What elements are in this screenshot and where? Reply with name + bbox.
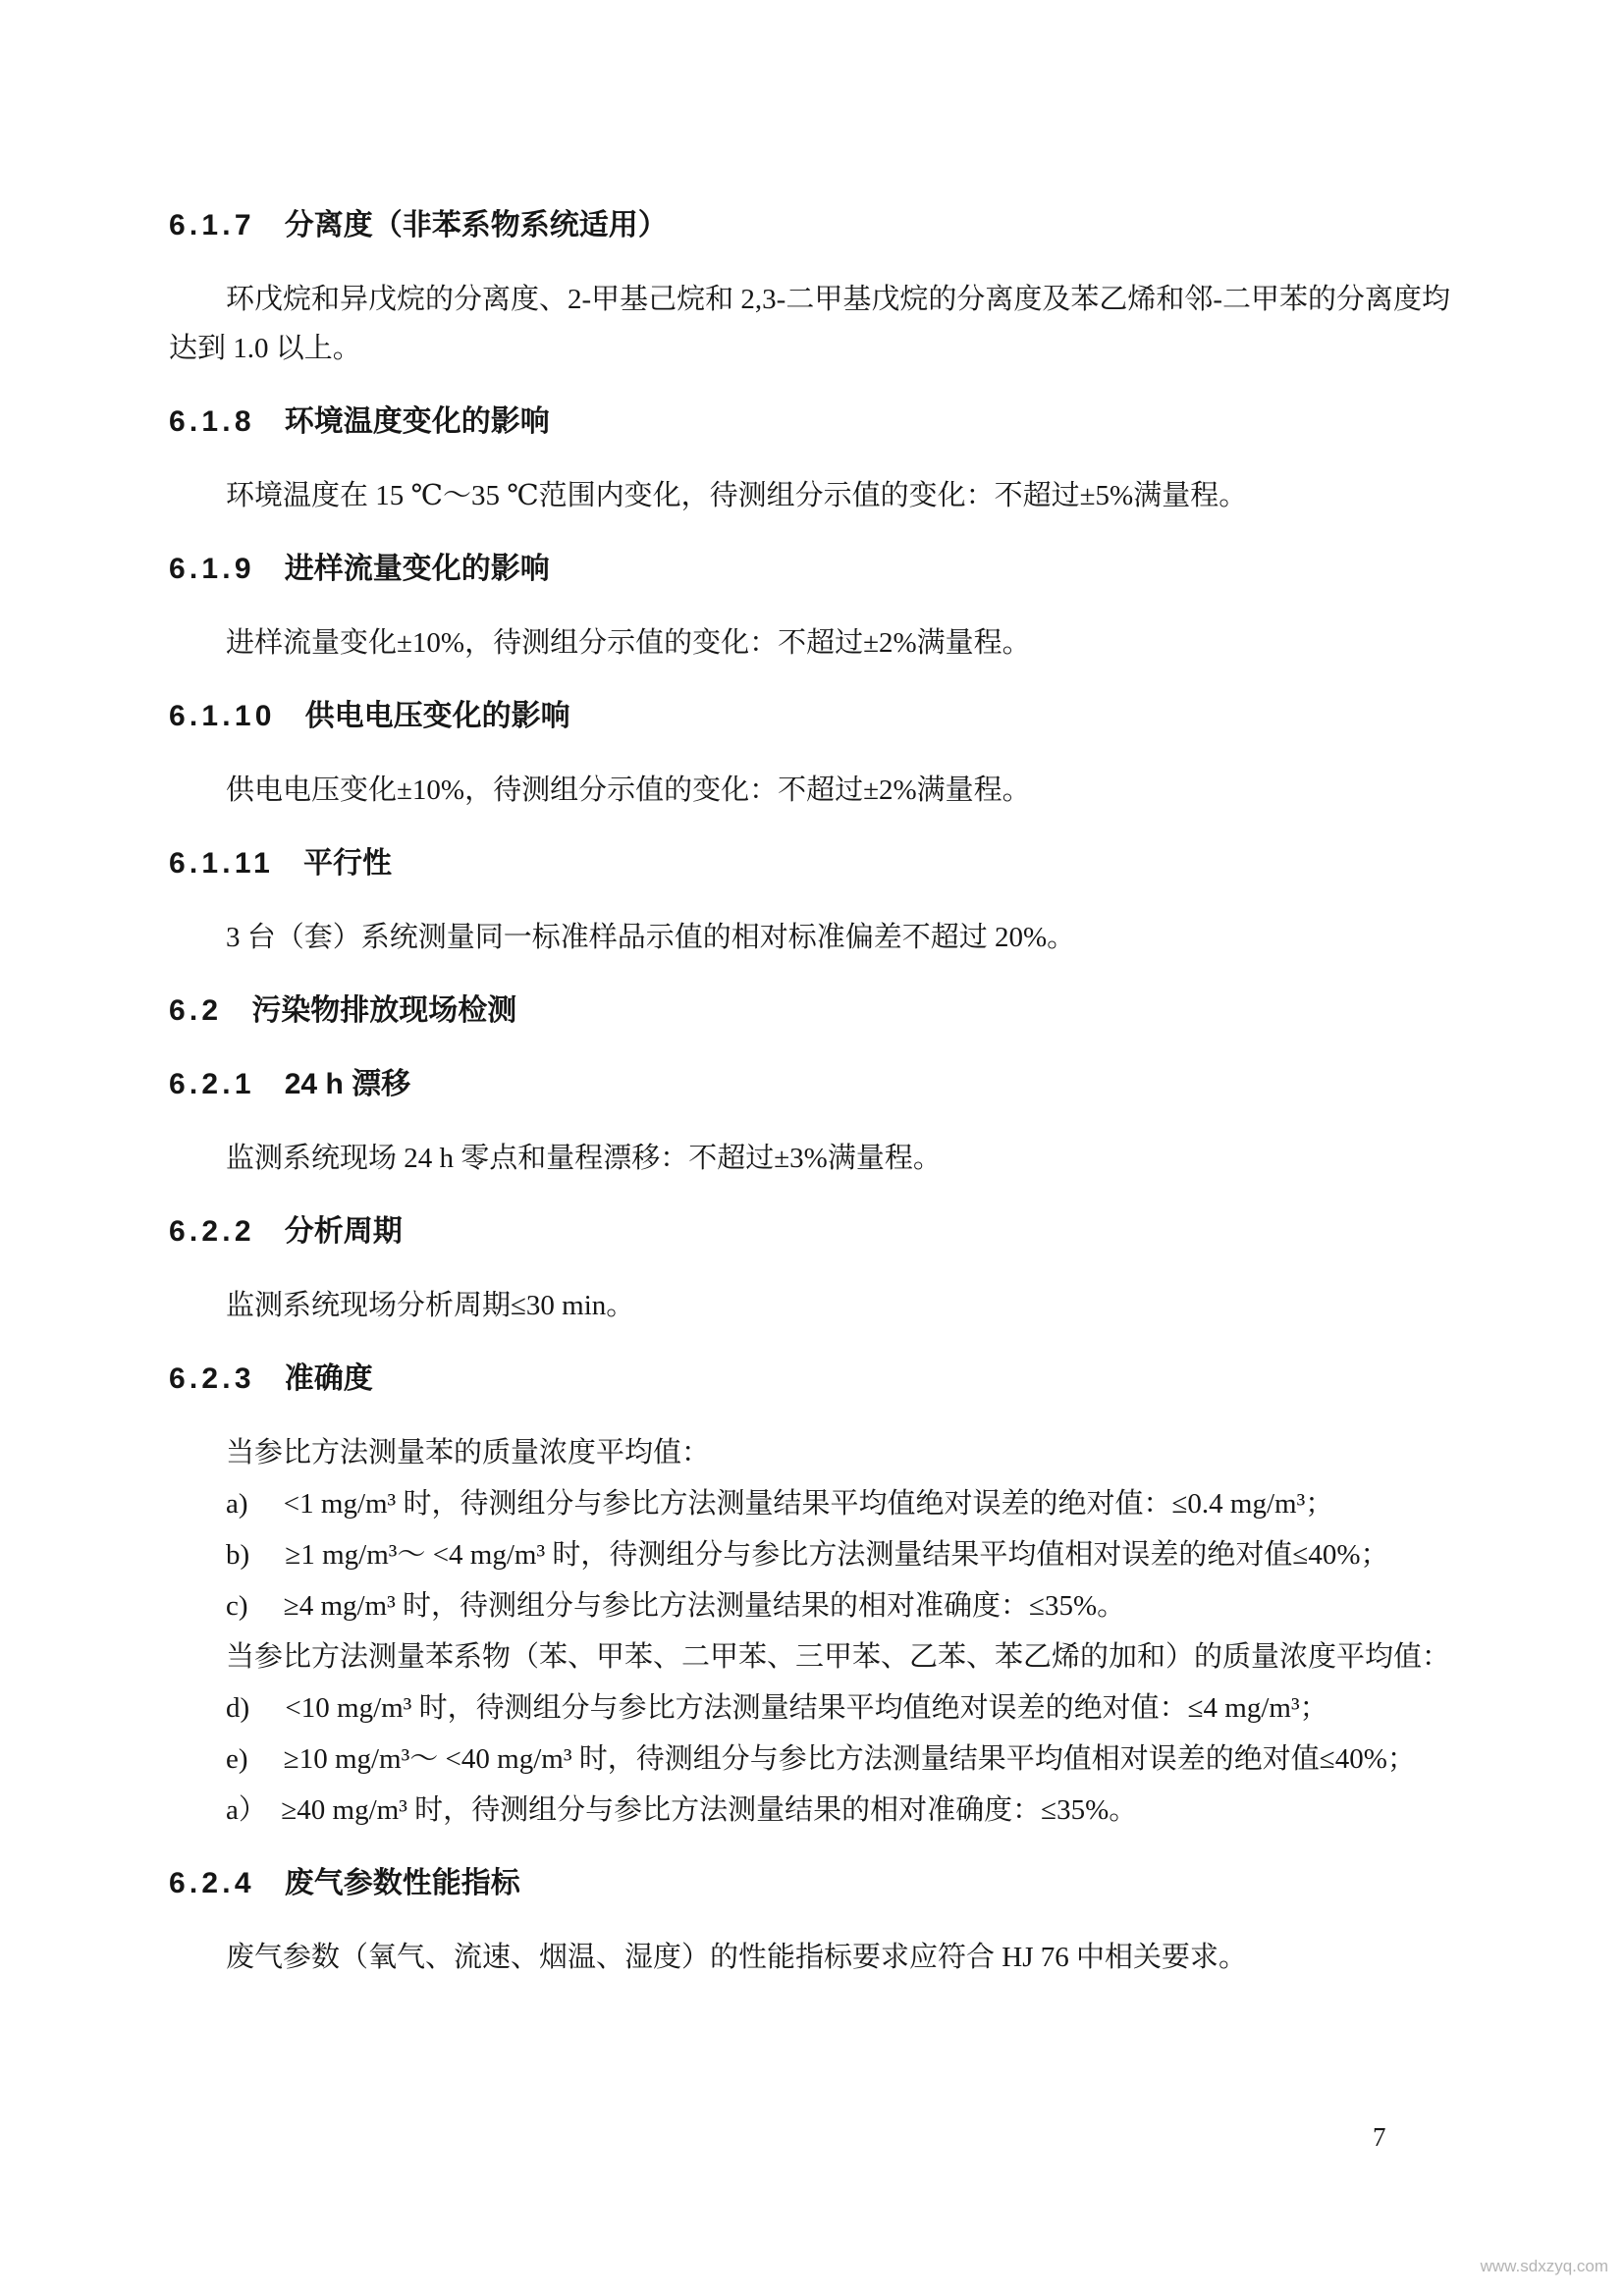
- paragraph-6-1-10: 供电电压变化±10%，待测组分示值的变化：不超过±2%满量程。: [226, 774, 1031, 806]
- section-title: 24 h 漂移: [284, 1068, 411, 1100]
- section-number: 6.1.7: [169, 209, 255, 241]
- paragraph-6-1-8: 环境温度在 15 ℃～35 ℃范围内变化，待测组分示值的变化：不超过±5%满量程。: [226, 480, 1248, 511]
- section-title: 环境温度变化的影响: [284, 405, 550, 438]
- section-title: 分离度（非苯系物系统适用）: [284, 209, 668, 241]
- section-title: 废气参数性能指标: [284, 1867, 520, 1899]
- list-item-a2: a） ≥40 mg/m³ 时，待测组分与参比方法测量结果的相对准确度：≤35%。: [226, 1794, 1138, 1826]
- section-title: 准确度: [284, 1362, 373, 1395]
- section-heading-6-2-4: [169, 1859, 1459, 1908]
- section-number: 6.1.8: [169, 405, 255, 438]
- list-item-d: d) <10 mg/m³ 时，待测组分与参比方法测量结果平均值绝对误差的绝对值：≤4 mg/m³；: [226, 1692, 1328, 1724]
- section-heading-6-2: [169, 987, 1459, 1036]
- section-title: 污染物排放现场检测: [251, 994, 517, 1027]
- paragraph-6-2-1: 监测系统现场 24 h 零点和量程漂移：不超过±3%满量程。: [226, 1143, 942, 1174]
- section-title: 进样流量变化的影响: [284, 553, 550, 585]
- paragraph-6-2-2: 监测系统现场分析周期≤30 min。: [226, 1290, 635, 1321]
- section-title: 平行性: [302, 847, 392, 880]
- paragraph-6-1-11: 3 台（套）系统测量同一标准样品示值的相对标准偏差不超过 20%。: [226, 922, 1076, 953]
- section-number: 6.1.11: [169, 847, 274, 880]
- section-number: 6.1.9: [169, 553, 255, 585]
- paragraph-6-2-4: 废气参数（氧气、流速、烟温、湿度）的性能指标要求应符合 HJ 76 中相关要求。: [226, 1942, 1247, 1973]
- section-number: 6.2.1: [169, 1068, 255, 1100]
- section-number: 6.2.4: [169, 1867, 255, 1899]
- list-item-a: a) <1 mg/m³ 时，待测组分与参比方法测量结果平均值绝对误差的绝对值：≤0.4 mg/m³；: [226, 1488, 1334, 1520]
- paragraph-6-2-3-intro-btex: 当参比方法测量苯系物（苯、甲苯、二甲苯、三甲苯、乙苯、苯乙烯的加和）的质量浓度平均值：: [226, 1641, 1451, 1673]
- section-number: 6.2.3: [169, 1362, 255, 1395]
- section-heading-6-1-8: [169, 398, 1459, 447]
- list-item-e: e) ≥10 mg/m³～ <40 mg/m³ 时，待测组分与参比方法测量结果平均值相对误差的绝对值≤40%；: [226, 1743, 1416, 1775]
- section-number: 6.1.10: [169, 700, 276, 732]
- watermark: www.sdxzyq.com: [1480, 2257, 1608, 2275]
- section-heading-6-2-2: [169, 1207, 1459, 1256]
- section-number: 6.2: [169, 994, 223, 1027]
- paragraph-6-2-3-intro-benzene: 当参比方法测量苯的质量浓度平均值：: [226, 1437, 711, 1468]
- page-number: 7: [1373, 2122, 1386, 2152]
- section-heading-6-2-1: [169, 1060, 1459, 1109]
- section-heading-6-1-9: [169, 545, 1459, 594]
- paragraph-6-1-7: 环戊烷和异戊烷的分离度、2-甲基己烷和 2,3-二甲基戊烷的分离度及苯乙烯和邻-二甲苯的分离度均达到 1.0 以上。: [169, 284, 1450, 364]
- section-heading-6-1-11: [169, 839, 1459, 888]
- section-heading-6-1-10: [169, 692, 1459, 741]
- section-heading-6-1-7: [169, 201, 1459, 250]
- section-heading-6-2-3: [169, 1355, 1459, 1404]
- list-item-c: c) ≥4 mg/m³ 时，待测组分与参比方法测量结果的相对准确度：≤35%。: [226, 1590, 1126, 1622]
- section-title: 分析周期: [284, 1215, 403, 1248]
- list-item-b: b) ≥1 mg/m³～ <4 mg/m³ 时，待测组分与参比方法测量结果平均值相对误差的绝对值≤40%；: [226, 1539, 1389, 1571]
- section-number: 6.2.2: [169, 1215, 255, 1248]
- paragraph-6-1-9: 进样流量变化±10%，待测组分示值的变化：不超过±2%满量程。: [226, 627, 1031, 659]
- section-title: 供电电压变化的影响: [304, 700, 570, 732]
